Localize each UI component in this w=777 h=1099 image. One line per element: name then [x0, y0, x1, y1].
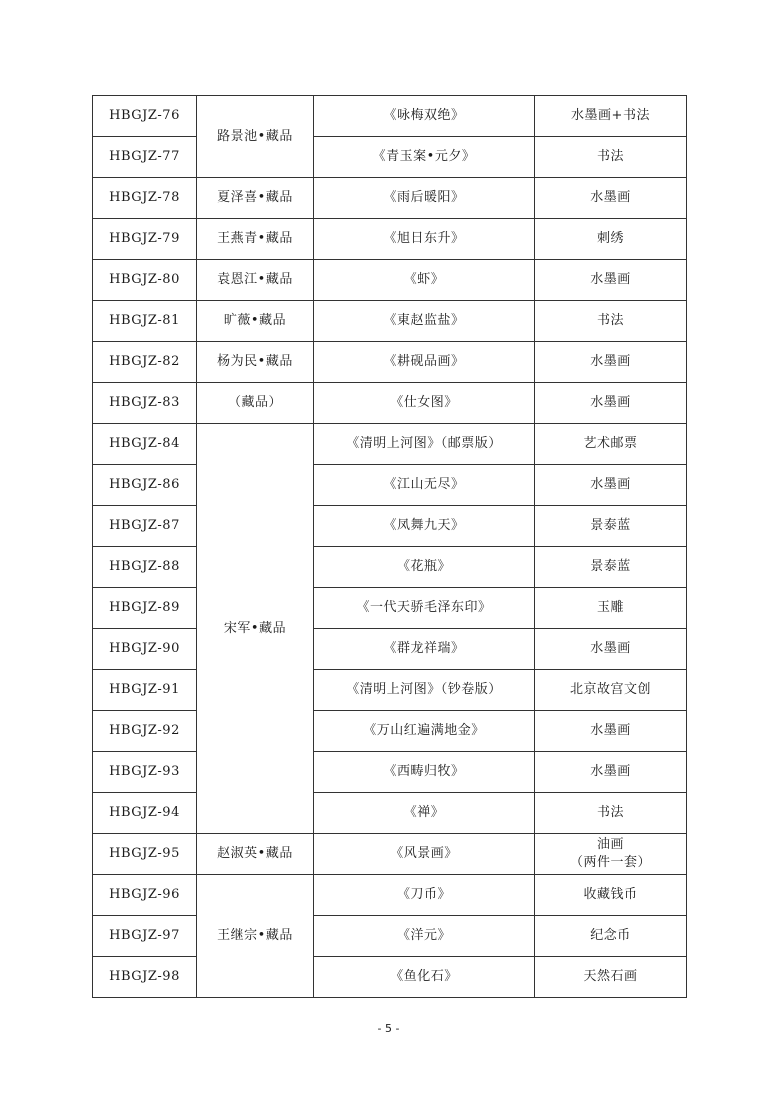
item-title-cell: 《风景画》 [314, 834, 535, 875]
item-title-cell: 《清明上河图》（邮票版） [314, 424, 535, 465]
item-title-cell: 《清明上河图》（钞卷版） [314, 670, 535, 711]
item-id-cell: HBGJZ-80 [93, 260, 197, 301]
collector-cell: 袁恩江•藏品 [197, 260, 314, 301]
item-title-cell: 《虾》 [314, 260, 535, 301]
item-category-text: 油画 [596, 837, 624, 852]
item-category-cell: 水墨画 [535, 342, 687, 383]
item-title-cell: 《禅》 [314, 793, 535, 834]
item-category-cell: 水墨画 [535, 260, 687, 301]
item-title-cell: 《鱼化石》 [314, 957, 535, 998]
table-row [93, 957, 687, 998]
item-id-cell: HBGJZ-94 [93, 793, 197, 834]
table-row [93, 383, 687, 424]
item-id-cell: HBGJZ-95 [93, 834, 197, 875]
item-title-cell: 《刀币》 [314, 875, 535, 916]
item-id-cell: HBGJZ-77 [93, 137, 197, 178]
page-number: - 5 - [377, 1022, 400, 1035]
item-category-note: （两件一套） [569, 855, 651, 870]
collector-cell: 夏泽喜•藏品 [197, 178, 314, 219]
item-category-cell: 水墨画+书法 [535, 96, 687, 137]
item-category-cell: 书法 [535, 137, 687, 178]
item-title-cell: 《万山红遍满地金》 [314, 711, 535, 752]
table-row [93, 137, 687, 178]
item-title-cell: 《旭日东升》 [314, 219, 535, 260]
item-id-cell: HBGJZ-89 [93, 588, 197, 629]
item-id-cell: HBGJZ-76 [93, 96, 197, 137]
table-row [93, 670, 687, 711]
table-row [93, 178, 687, 219]
table-row [93, 711, 687, 752]
table-row [93, 301, 687, 342]
item-title-cell: 《雨后暖阳》 [314, 178, 535, 219]
item-title-cell: 《青玉案•元夕》 [314, 137, 535, 178]
item-title-cell: 《西畴归牧》 [314, 752, 535, 793]
item-title-cell: 《咏梅双绝》 [314, 96, 535, 137]
item-category-cell [535, 834, 687, 875]
collector-cell: 旷薇•藏品 [197, 301, 314, 342]
collector-cell: 王燕青•藏品 [197, 219, 314, 260]
item-category-cell: 北京故宫文创 [535, 670, 687, 711]
collector-cell: 杨为民•藏品 [197, 342, 314, 383]
item-id-cell: HBGJZ-78 [93, 178, 197, 219]
item-id-cell: HBGJZ-93 [93, 752, 197, 793]
table-row [93, 629, 687, 670]
table-row [93, 506, 687, 547]
item-category-cell: 艺术邮票 [535, 424, 687, 465]
collector-cell: 赵淑英•藏品 [197, 834, 314, 875]
item-id-cell: HBGJZ-87 [93, 506, 197, 547]
table-row [93, 588, 687, 629]
item-title-cell: 《耕砚品画》 [314, 342, 535, 383]
item-id-cell: HBGJZ-83 [93, 383, 197, 424]
item-id-cell: HBGJZ-97 [93, 916, 197, 957]
table-row [93, 96, 687, 137]
item-category-cell: 刺绣 [535, 219, 687, 260]
item-id-cell: HBGJZ-86 [93, 465, 197, 506]
table-row [93, 219, 687, 260]
table-row [93, 465, 687, 506]
item-category-cell: 水墨画 [535, 383, 687, 424]
collector-cell: 宋军•藏品 [197, 424, 314, 834]
table-row [93, 834, 687, 875]
item-category-cell: 水墨画 [535, 711, 687, 752]
item-id-cell: HBGJZ-81 [93, 301, 197, 342]
item-id-cell: HBGJZ-96 [93, 875, 197, 916]
table-row [93, 424, 687, 465]
collector-cell: 王继宗•藏品 [197, 875, 314, 998]
item-category-cell: 书法 [535, 301, 687, 342]
item-title-cell: 《一代天骄毛泽东印》 [314, 588, 535, 629]
item-category-cell: 天然石画 [535, 957, 687, 998]
item-category-cell: 玉雕 [535, 588, 687, 629]
table-row [93, 547, 687, 588]
item-category-cell: 景泰蓝 [535, 547, 687, 588]
item-id-cell: HBGJZ-98 [93, 957, 197, 998]
item-id-cell: HBGJZ-88 [93, 547, 197, 588]
item-title-cell: 《東赵监盐》 [314, 301, 535, 342]
item-category-cell: 书法 [535, 793, 687, 834]
item-title-cell: 《花瓶》 [314, 547, 535, 588]
item-category-cell: 水墨画 [535, 465, 687, 506]
collector-cell: 路景池•藏品 [197, 96, 314, 178]
collector-cell: （藏品） [197, 383, 314, 424]
table-row [93, 875, 687, 916]
table-row [93, 752, 687, 793]
item-category-cell: 纪念币 [535, 916, 687, 957]
item-title-cell: 《群龙祥瑞》 [314, 629, 535, 670]
item-id-cell: HBGJZ-79 [93, 219, 197, 260]
item-id-cell: HBGJZ-82 [93, 342, 197, 383]
table-row [93, 342, 687, 383]
item-category-cell: 水墨画 [535, 752, 687, 793]
item-title-cell: 《凤舞九天》 [314, 506, 535, 547]
item-id-cell: HBGJZ-90 [93, 629, 197, 670]
item-category-cell: 景泰蓝 [535, 506, 687, 547]
item-category-cell: 水墨画 [535, 629, 687, 670]
collection-table [92, 95, 687, 998]
item-id-cell: HBGJZ-91 [93, 670, 197, 711]
item-id-cell: HBGJZ-84 [93, 424, 197, 465]
table-row [93, 260, 687, 301]
item-title-cell: 《洋元》 [314, 916, 535, 957]
table-row [93, 916, 687, 957]
item-title-cell: 《仕女图》 [314, 383, 535, 424]
table-row [93, 793, 687, 834]
item-id-cell: HBGJZ-92 [93, 711, 197, 752]
item-title-cell: 《江山无尽》 [314, 465, 535, 506]
item-category-cell: 水墨画 [535, 178, 687, 219]
item-category-cell: 收藏钱币 [535, 875, 687, 916]
